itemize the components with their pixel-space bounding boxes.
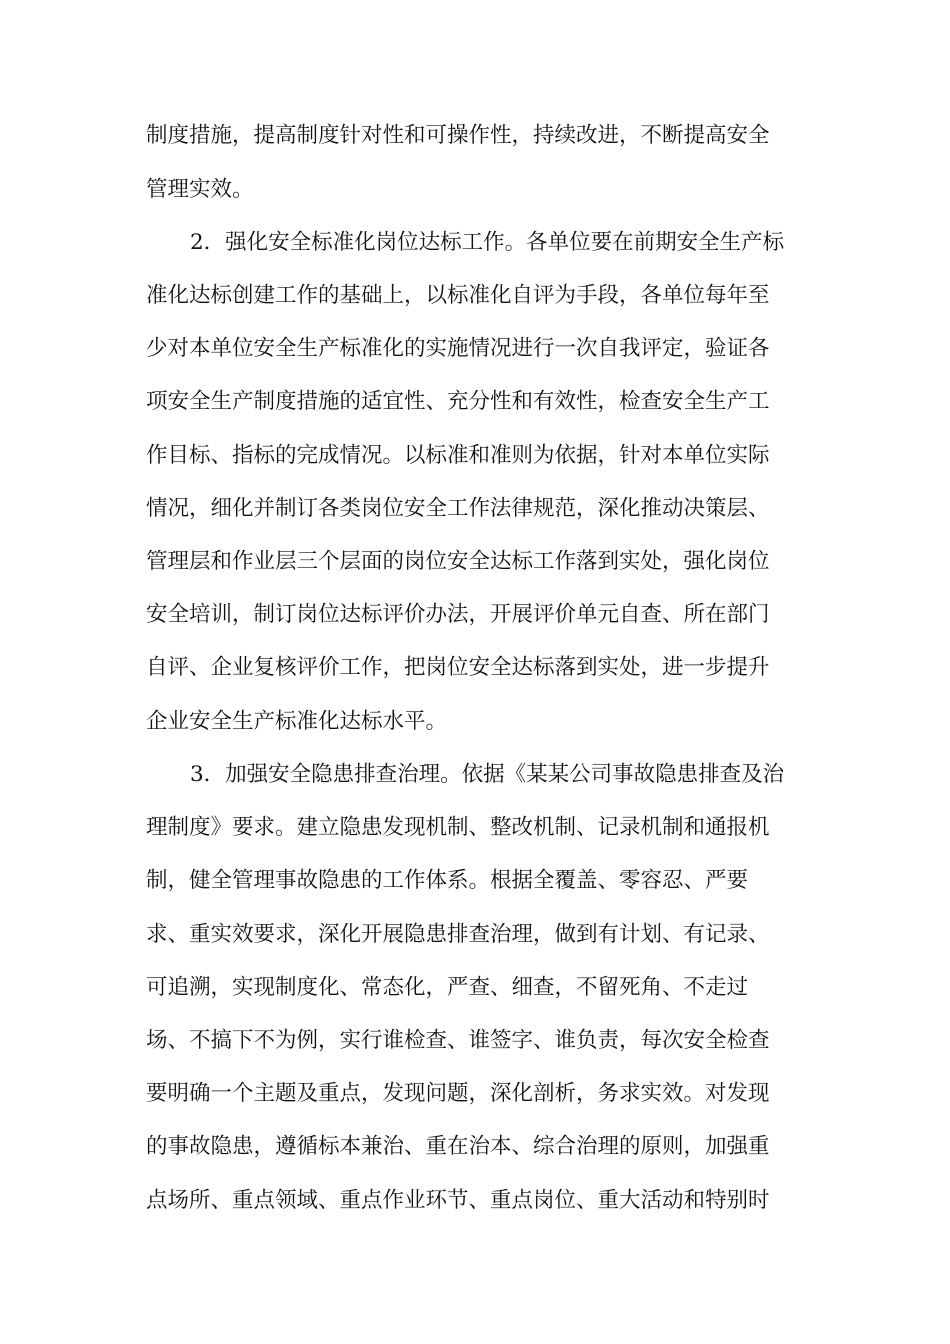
text-line: 的事故隐患，遵循标本兼治、重在治本、综合治理的原则，加强重 (146, 1134, 770, 1159)
text-line: 理制度》要求。建立隐患发现机制、整改机制、记录机制和通报机 (146, 815, 770, 840)
text-line: 企业安全生产标准化达标水平。 (146, 709, 448, 734)
paragraph-3-start: 3．加强安全隐患排查治理。依据《某某公司事故隐患排查及治 (190, 762, 785, 787)
text-line: 可追溯，实现制度化、常态化，严查、细查，不留死角、不走过 (146, 975, 749, 1000)
text-line: 管理实效。 (146, 177, 254, 202)
text-line: 作目标、指标的完成情况。以标准和准则为依据，针对本单位实际 (146, 443, 770, 468)
text-line: 准化达标创建工作的基础上，以标准化自评为手段，各单位每年至 (146, 283, 770, 308)
text-line: 场、不搞下不为例，实行谁检查、谁签字、谁负责，每次安全检查 (146, 1028, 770, 1053)
paragraph-2-start: 2．强化安全标准化岗位达标工作。各单位要在前期安全生产标 (190, 230, 785, 255)
text-line: 管理层和作业层三个层面的岗位安全达标工作落到实处，强化岗位 (146, 549, 770, 574)
text-line: 少对本单位安全生产标准化的实施情况进行一次自我评定，验证各 (146, 336, 770, 361)
text-line: 点场所、重点领域、重点作业环节、重点岗位、重大活动和特别时 (146, 1188, 770, 1213)
text-line: 项安全生产制度措施的适宜性、充分性和有效性，检查安全生产工 (146, 389, 770, 414)
text-line: 安全培训，制订岗位达标评价办法，开展评价单元自查、所在部门 (146, 602, 770, 627)
text-line: 制，健全管理事故隐患的工作体系。根据全覆盖、零容忍、严要 (146, 868, 749, 893)
text-line: 情况，细化并制订各类岗位安全工作法律规范，深化推动决策层、 (146, 496, 770, 521)
text-line: 制度措施，提高制度针对性和可操作性，持续改进，不断提高安全 (146, 123, 770, 148)
text-line: 要明确一个主题及重点，发现问题，深化剖析，务求实效。对发现 (146, 1081, 770, 1106)
text-line: 自评、企业复核评价工作，把岗位安全达标落到实处，进一步提升 (146, 655, 770, 680)
text-line: 求、重实效要求，深化开展隐患排查治理，做到有计划、有记录、 (146, 922, 770, 947)
